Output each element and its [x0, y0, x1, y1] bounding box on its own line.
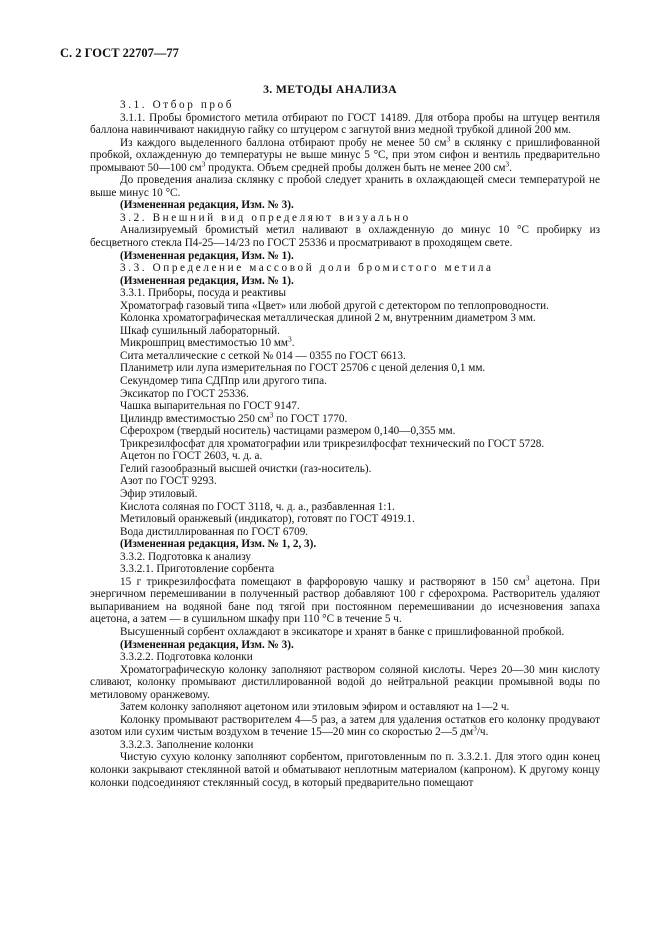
paragraph: 3.1.1. Пробы бромистого метила отбирают по ГОСТ 14189. Для отбора пробы на штуцер вентиля баллона навинчивают накидную гайку со штуцером с загнутой вниз медной трубкой длиной 200 мм.: [90, 111, 600, 137]
list-item: Ацетон по ГОСТ 2603, ч. д. а.: [120, 450, 263, 463]
paragraph: Высушенный сорбент охлаждают в эксикаторе и хранят в банке с пришлифованной пробкой.: [120, 625, 565, 638]
list-item: Вода дистиллированная по ГОСТ 6709.: [120, 525, 309, 538]
amendment-note: (Измененная редакция, Изм. № 3).: [120, 638, 294, 651]
list-item: Чашка выпарительная по ГОСТ 9147.: [120, 400, 300, 413]
paragraph: Из каждого выделенного баллона отбирают пробу не менее 50 $см^3$ в склянку с пришлифованной пробкой, охлажденную до температуры не выше минус 5 °С, при этом сифон и вентиль предварительно промывают 50—100 $см^3$ продукта. Объем средней пробы должен быть не менее 200 $см^3$.: [90, 133, 600, 174]
paragraph: Хроматографическую колонку заполняют раствором соляной кислоты. Через 20—30 мин кислоту сливают, колонку промывают дистиллированной водой до нейтральной реакции промывной воды по метиловому оранжевому.: [90, 663, 600, 701]
section-title: 3. МЕТОДЫ АНАЛИЗА: [263, 82, 397, 96]
list-item: Азот по ГОСТ 9293.: [120, 475, 217, 488]
subsection-heading: 3.2. Внешний вид определяют визуально: [120, 211, 411, 224]
paragraph: Колонку промывают растворителем 4—5 раз, а затем для удаления остатков его колонку продувают азотом или сухим чистым воздухом в течение 15—20 мин со скоростью 2—5 $дм^3/ч$.: [90, 713, 600, 739]
list-item: Шкаф сушильный лабораторный.: [120, 324, 280, 337]
subsection-heading: 3.1. Отбор проб: [120, 99, 235, 111]
paragraph: Анализируемый бромистый метил наливают в охлажденную до минус 10 °С пробирку из бесцветного стекла П4-25—14/23 по ГОСТ 25336 и просматривают в проходящем свете.: [90, 224, 600, 250]
list-item: Планиметр или лупа измерительная по ГОСТ 25706 с ценой деления 0,1 мм.: [120, 362, 486, 375]
page-header: С. 2 ГОСТ 22707—77: [60, 46, 179, 60]
subsection-heading: 3.3.2.2. Подготовка колонки: [120, 651, 253, 664]
list-item: Микрошприц вместимостью 10 $мм^3$.: [120, 334, 295, 350]
subsection-heading: 3.3.2. Подготовка к анализу: [120, 550, 252, 563]
subsection-heading: 3.3.2.1. Приготовление сорбента: [120, 563, 275, 576]
subsection-heading: 3.3.2.3. Заполнение колонки: [120, 738, 254, 751]
list-item: Метиловый оранжевый (индикатор), готовят по ГОСТ 4919.1.: [120, 513, 415, 526]
paragraph: До проведения анализа склянку с пробой следует хранить в охлаждающей смеси температурой не выше минус 10 °С.: [90, 174, 600, 199]
list-item: Секундомер типа СДПпр или другого типа.: [120, 375, 327, 388]
subsection-heading: 3.3. Определение массовой доли бромистого метила: [120, 262, 494, 275]
list-item: Хроматограф газовый типа «Цвет» или любой другой с детектором по теплопроводности.: [120, 299, 549, 312]
paragraph: Затем колонку заполняют ацетоном или этиловым эфиром и оставляют на 1—2 ч.: [120, 701, 510, 714]
amendment-note: (Измененная редакция, Изм. № 1).: [120, 274, 294, 287]
subsection-heading: 3.3.1. Приборы, посуда и реактивы: [120, 287, 287, 300]
list-item: Эфир этиловый.: [120, 487, 198, 500]
paragraph: Чистую сухую колонку заполняют сорбентом, приготовленным по п. 3.3.2.1. Для этого один конец колонки закрывают стеклянной ватой и обматывают неплотным материалом (капроном). К другому концу колонки подсоединяют стеклянный сосуд, в который предварительно помещают: [90, 751, 600, 789]
list-item: Сферохром (твердый носитель) частицами размером 0,140—0,355 мм.: [120, 425, 456, 438]
list-item: Цилиндр вместимостью 250 $см^3$ по ГОСТ 1770.: [120, 409, 348, 425]
list-item: Трикрезилфосфат для хроматографии или трикрезилфосфат технический по ГОСТ 5728.: [120, 437, 545, 450]
amendment-note: (Измененная редакция, Изм. № 1).: [120, 249, 294, 262]
paragraph: 15 г трикрезилфосфата помещают в фарфоровую чашку и растворяют в 150 $см^3$ ацетона. При энергичном перемешивании в полученный раствор добавляют 100 г сферохрома. Растворитель удаляют выпариванием на водяной бане под тягой при постоянном перемешивании до исчезновения запаха ацетона, а затем — в сушильном шкафу при 110 °С в течение 5 ч.: [90, 573, 600, 626]
list-item: Гелий газообразный высшей очистки (газ-носитель).: [120, 462, 372, 475]
document-body: [90, 99, 600, 789]
list-item: Эксикатор по ГОСТ 25336.: [120, 387, 249, 400]
list-item: Сита металлические с сеткой № 014 — 0355 по ГОСТ 6613.: [120, 349, 406, 362]
list-item: Колонка хроматографическая металлическая длиной 2 м, внутренним диаметром 3 мм.: [120, 312, 536, 325]
amendment-note: (Измененная редакция, Изм. № 1, 2, 3).: [120, 538, 317, 551]
list-item: Кислота соляная по ГОСТ 3118, ч. д. а., разбавленная 1:1.: [120, 500, 395, 513]
amendment-note: (Измененная редакция, Изм. № 3).: [120, 199, 294, 212]
